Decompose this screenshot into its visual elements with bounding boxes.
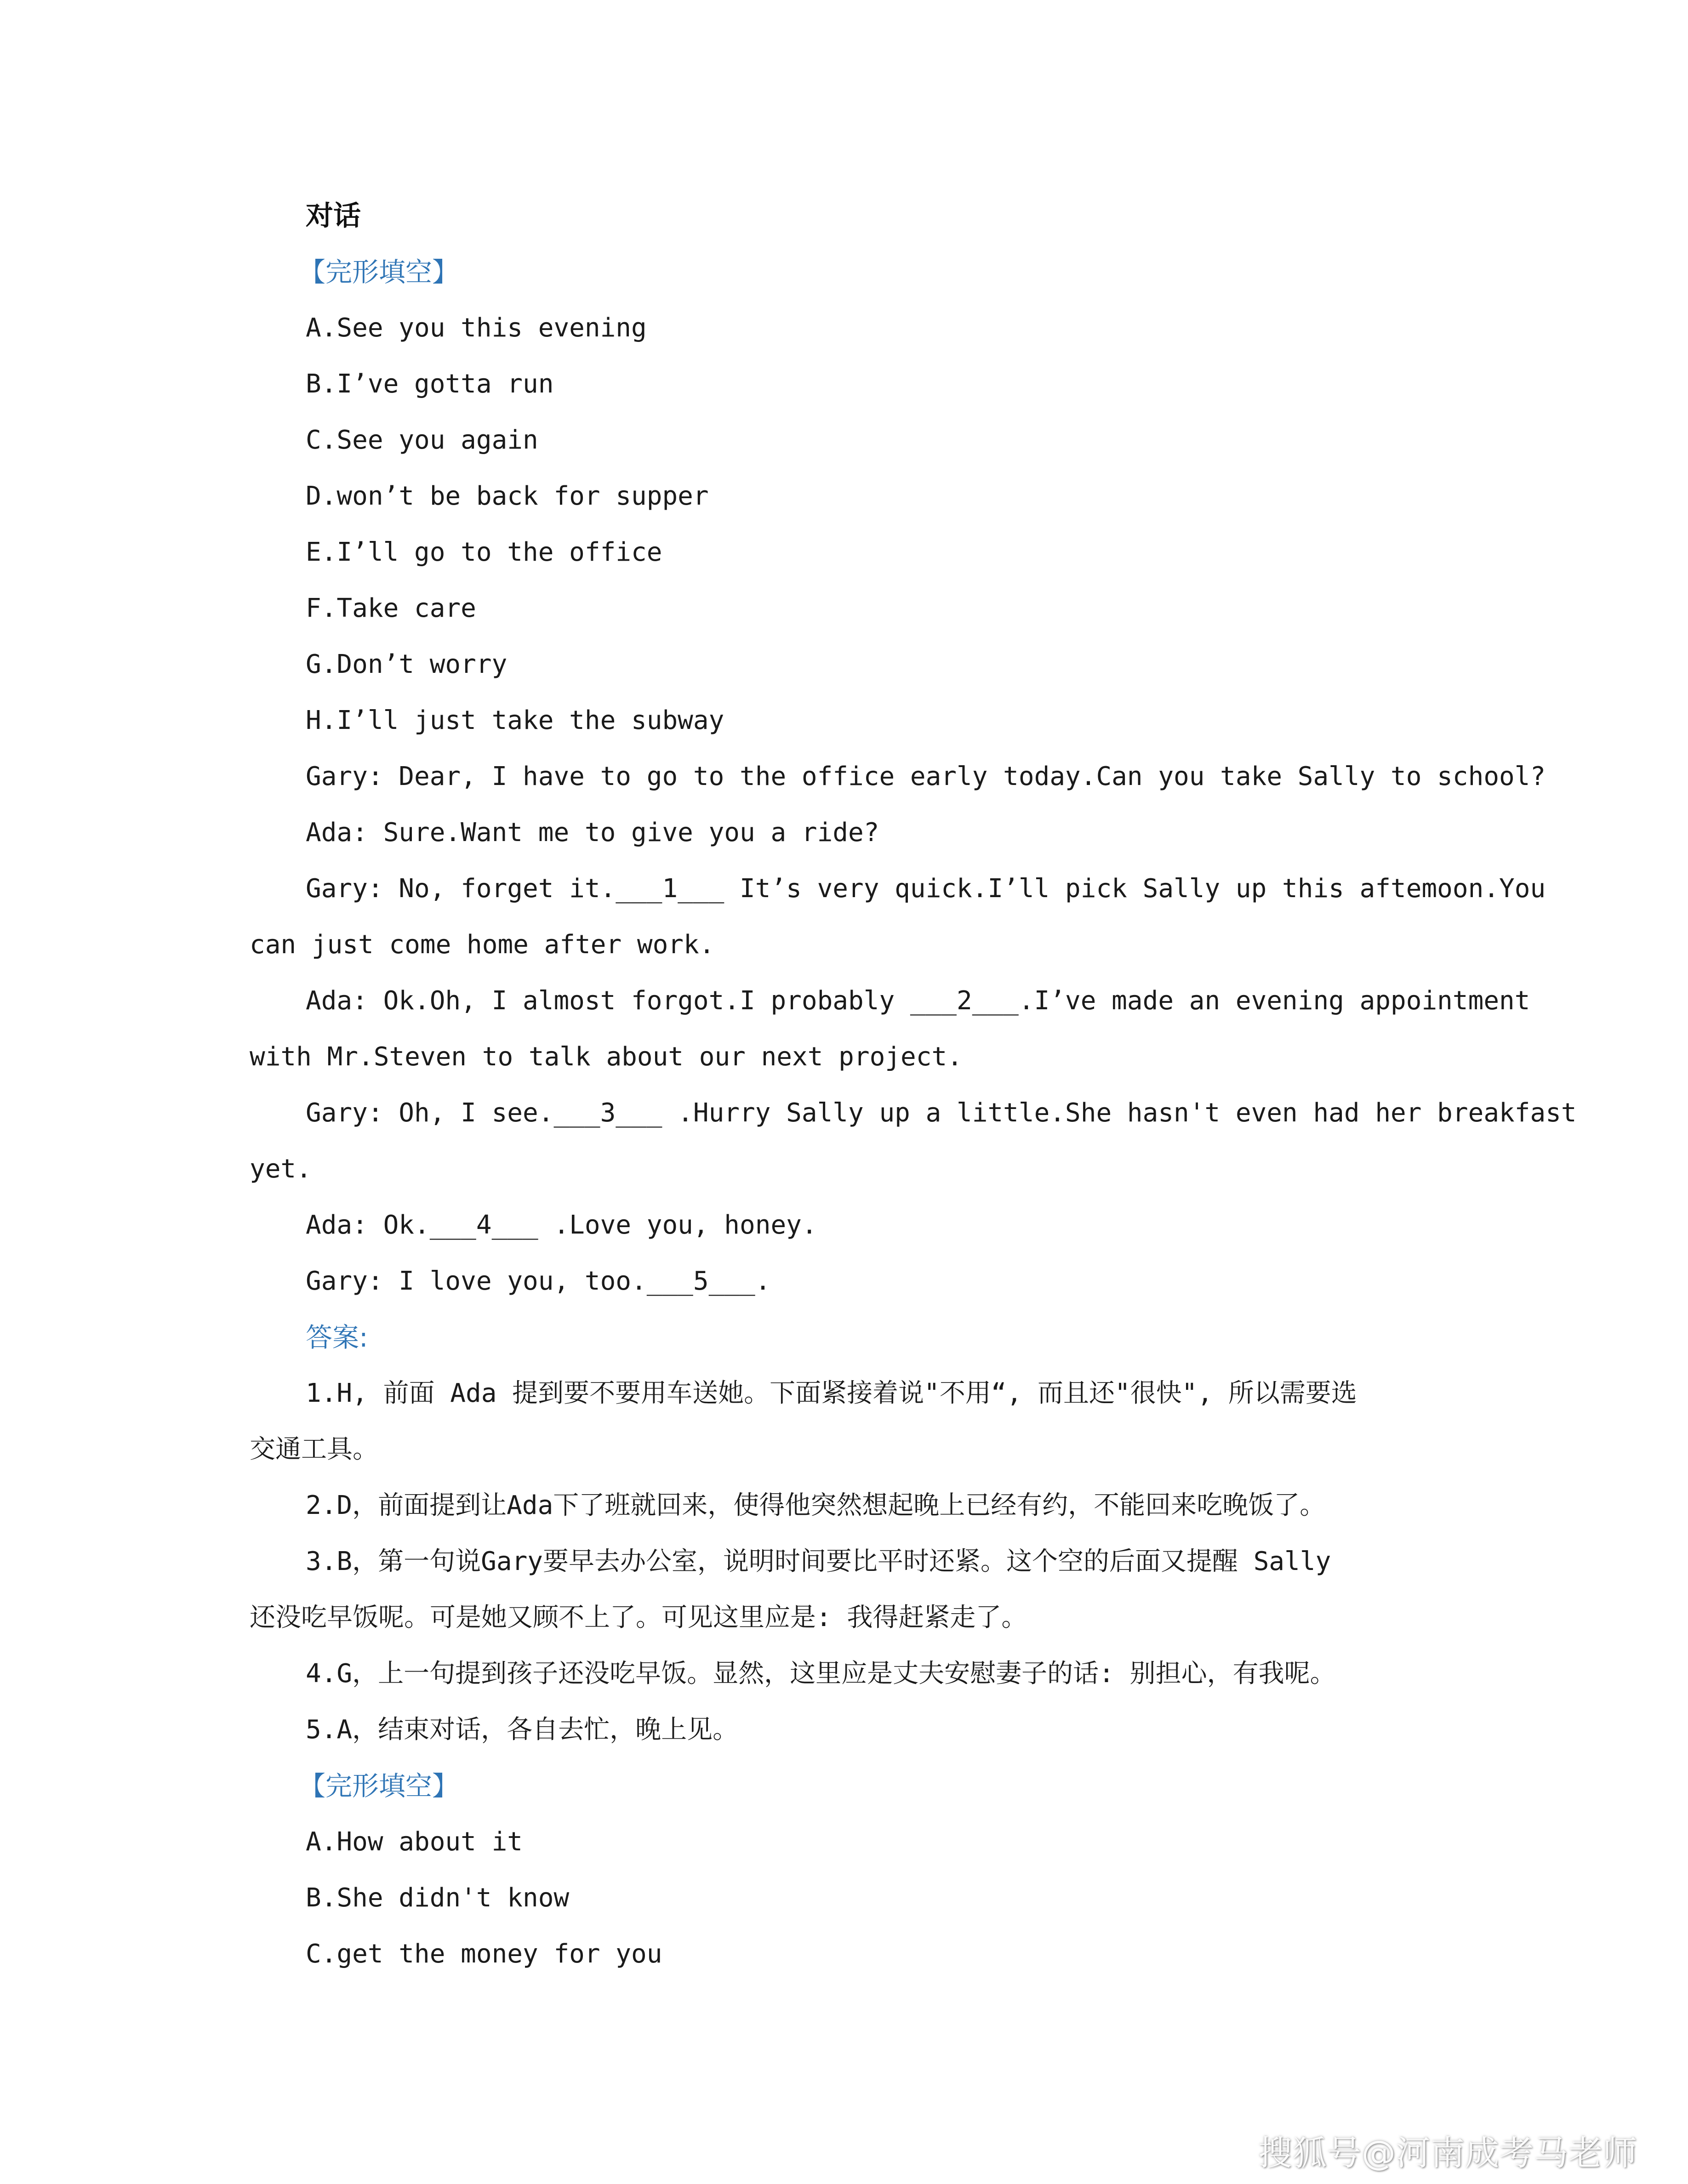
- option-b: B.I’ve gotta run: [306, 369, 554, 399]
- dialogue-line: Ada: Ok.___4___ .Love you, honey.: [306, 1210, 817, 1240]
- option-c: C.See you again: [306, 425, 538, 455]
- dialogue-line: yet.: [250, 1154, 312, 1184]
- answer-line: 1.H, 前面 Ada 提到要不要用车送她。下面紧接着说"不用“, 而且还"很快", 所以需要选: [306, 1378, 1357, 1408]
- dialogue-line: with Mr.Steven to talk about our next project.: [250, 1042, 963, 1072]
- section-label: 【完形填空】: [299, 1770, 459, 1802]
- section-label: 【完形填空】: [299, 256, 459, 288]
- option-a: A.How about it: [306, 1827, 523, 1857]
- option-e: E.I’ll go to the office: [306, 537, 662, 567]
- dialogue-line: Gary: Dear, I have to go to the office early today.Can you take Sally to school?: [306, 762, 1546, 791]
- option-b: B.She didn't know: [306, 1883, 570, 1913]
- page-title: 对话: [306, 200, 361, 232]
- option-g: G.Don’t worry: [306, 649, 508, 679]
- answer-line: 还没吃早饭呢。可是她又顾不上了。可见这里应是: 我得赶紧走了。: [250, 1603, 1027, 1632]
- answer-line: 5.A，结束对话，各自去忙，晚上见。: [306, 1715, 739, 1745]
- option-h: H.I’ll just take the subway: [306, 705, 724, 735]
- dialogue-line: Ada: Ok.Oh, I almost forgot.I probably ___2___.I’ve made an evening appointment: [306, 986, 1530, 1016]
- option-d: D.won’t be back for supper: [306, 481, 709, 511]
- dialogue-line: Gary: I love you, too.___5___.: [306, 1266, 771, 1296]
- answer-line: 交通工具。: [250, 1434, 378, 1464]
- dialogue-line: Gary: Oh, I see.___3___ .Hurry Sally up a little.She hasn't even had her breakfast: [306, 1098, 1577, 1128]
- dialogue-line: Ada: Sure.Want me to give you a ride?: [306, 818, 879, 847]
- dialogue-line: can just come home after work.: [250, 930, 715, 960]
- answer-label: 答案:: [306, 1322, 368, 1353]
- dialogue-line: Gary: No, forget it.___1___ It’s very quick.I’ll pick Sally up this aftemoon.You: [306, 874, 1546, 904]
- answer-line: 3.B，第一句说Gary要早去办公室，说明时间要比平时还紧。这个空的后面又提醒 Sally: [306, 1547, 1331, 1576]
- answer-line: 2.D，前面提到让Ada下了班就回来，使得他突然想起晚上已经有约，不能回来吃晚饭了。: [306, 1490, 1326, 1520]
- option-a: A.See you this evening: [306, 313, 647, 343]
- watermark: 搜狐号@河南成考马老师: [1258, 2133, 1637, 2173]
- option-f: F.Take care: [306, 593, 476, 623]
- answer-line: 4.G，上一句提到孩子还没吃早饭。显然，这里应是丈夫安慰妻子的话: 别担心，有我呢。: [306, 1659, 1336, 1689]
- option-c: C.get the money for you: [306, 1939, 662, 1969]
